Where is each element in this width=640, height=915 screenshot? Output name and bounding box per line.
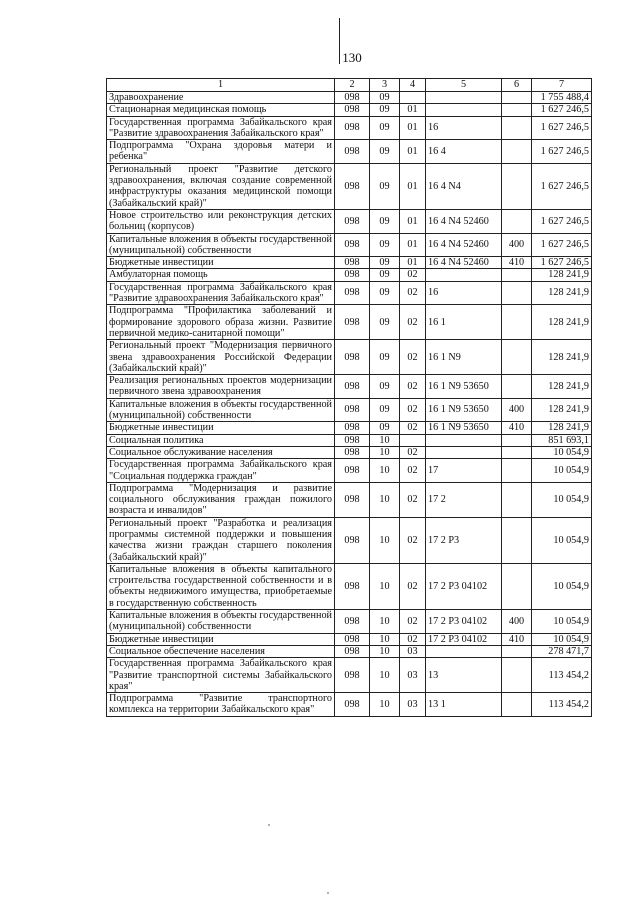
cell-target-article: 17 2 (426, 482, 502, 517)
cell-subsection: 02 (400, 340, 426, 375)
cell-subsection: 01 (400, 163, 426, 209)
table-row (107, 116, 592, 140)
cell-expense-type: 400 (502, 233, 532, 257)
cell-target-article: 16 4 N4 (426, 163, 502, 209)
cell-section: 10 (370, 563, 400, 609)
cell-expense-type (502, 459, 532, 483)
cell-expense-type (502, 375, 532, 399)
scan-speck (268, 824, 270, 826)
cell-section: 09 (370, 269, 400, 281)
cell-section: 09 (370, 305, 400, 340)
cell-section: 09 (370, 116, 400, 140)
cell-section: 10 (370, 446, 400, 458)
cell-target-article: 16 1 N9 (426, 340, 502, 375)
cell-amount: 1 627 246,5 (532, 257, 592, 269)
cell-expense-type (502, 645, 532, 657)
cell-section: 10 (370, 459, 400, 483)
table-row (107, 398, 592, 422)
cell-name: Подпрограмма "Модернизация и развитие социального обслуживания граждан пожилого возраста и инвалидов" (107, 482, 335, 517)
table-row (107, 446, 592, 458)
cell-expense-type (502, 658, 532, 693)
cell-name: Государственная программа Забайкальского края "Развитие здравоохранения Забайкальского края" (107, 116, 335, 140)
cell-name: Региональный проект "Разработка и реализация программы системной поддержки и повышения качества жизни граждан старшего поколения (Забайкальский край)" (107, 517, 335, 563)
table-row (107, 163, 592, 209)
scan-speck (327, 892, 329, 894)
cell-target-article: 16 4 (426, 140, 502, 164)
header-col-3: 3 (370, 79, 400, 92)
cell-expense-type: 410 (502, 422, 532, 434)
cell-section: 10 (370, 434, 400, 446)
cell-subsection: 02 (400, 269, 426, 281)
table-row (107, 658, 592, 693)
cell-name: Подпрограмма "Охрана здоровья матери и ребенка" (107, 140, 335, 164)
cell-ministry-code: 098 (335, 398, 370, 422)
cell-amount: 1 627 246,5 (532, 116, 592, 140)
cell-section: 09 (370, 92, 400, 104)
cell-subsection: 02 (400, 422, 426, 434)
cell-ministry-code: 098 (335, 104, 370, 116)
cell-ministry-code: 098 (335, 422, 370, 434)
cell-subsection (400, 434, 426, 446)
cell-ministry-code: 098 (335, 633, 370, 645)
cell-ministry-code: 098 (335, 517, 370, 563)
cell-name: Бюджетные инвестиции (107, 422, 335, 434)
cell-ministry-code: 098 (335, 658, 370, 693)
cell-subsection: 01 (400, 116, 426, 140)
cell-target-article: 16 4 N4 52460 (426, 233, 502, 257)
cell-expense-type: 410 (502, 257, 532, 269)
cell-ministry-code: 098 (335, 281, 370, 305)
cell-name: Региональный проект "Модернизация первичного звена здравоохранения Российской Федерации (Забайкальский край)" (107, 340, 335, 375)
cell-subsection: 02 (400, 610, 426, 634)
cell-amount: 1 627 246,5 (532, 163, 592, 209)
cell-amount: 128 241,9 (532, 422, 592, 434)
table-row (107, 434, 592, 446)
table-row (107, 140, 592, 164)
cell-name: Здравоохранение (107, 92, 335, 104)
table-row (107, 281, 592, 305)
cell-name: Социальное обслуживание населения (107, 446, 335, 458)
cell-subsection (400, 92, 426, 104)
cell-amount: 128 241,9 (532, 375, 592, 399)
cell-subsection: 02 (400, 482, 426, 517)
table-row (107, 257, 592, 269)
cell-section: 09 (370, 140, 400, 164)
cell-expense-type (502, 434, 532, 446)
cell-name: Социальная политика (107, 434, 335, 446)
cell-subsection: 03 (400, 645, 426, 657)
cell-ministry-code: 098 (335, 116, 370, 140)
cell-expense-type: 400 (502, 398, 532, 422)
cell-section: 09 (370, 375, 400, 399)
cell-target-article: 16 (426, 281, 502, 305)
cell-subsection: 01 (400, 257, 426, 269)
cell-target-article: 13 (426, 658, 502, 693)
cell-subsection: 02 (400, 633, 426, 645)
cell-ministry-code: 098 (335, 257, 370, 269)
cell-ministry-code: 098 (335, 375, 370, 399)
cell-section: 10 (370, 658, 400, 693)
cell-section: 09 (370, 257, 400, 269)
cell-name: Государственная программа Забайкальского края "Развитие транспортной системы Забайкальского края" (107, 658, 335, 693)
cell-amount: 10 054,9 (532, 459, 592, 483)
cell-target-article (426, 104, 502, 116)
cell-ministry-code: 098 (335, 163, 370, 209)
cell-ministry-code: 098 (335, 610, 370, 634)
cell-target-article: 17 2 P3 (426, 517, 502, 563)
cell-subsection: 01 (400, 233, 426, 257)
cell-target-article: 16 1 (426, 305, 502, 340)
cell-ministry-code: 098 (335, 482, 370, 517)
cell-subsection: 02 (400, 305, 426, 340)
cell-target-article (426, 434, 502, 446)
cell-expense-type (502, 305, 532, 340)
cell-section: 09 (370, 340, 400, 375)
cell-ministry-code: 098 (335, 209, 370, 233)
cell-target-article: 16 1 N9 53650 (426, 422, 502, 434)
cell-amount: 113 454,2 (532, 658, 592, 693)
cell-target-article (426, 645, 502, 657)
cell-name: Реализация региональных проектов модернизации первичного звена здравоохранения (107, 375, 335, 399)
cell-name: Капитальные вложения в объекты капитального строительства государственной собственности и в объекты недвижимого имущества, приобретаемые в государственную собственность (107, 563, 335, 609)
cell-expense-type (502, 163, 532, 209)
cell-name: Государственная программа Забайкальского края "Социальная поддержка граждан" (107, 459, 335, 483)
cell-subsection: 03 (400, 658, 426, 693)
cell-expense-type (502, 92, 532, 104)
cell-target-article: 17 2 P3 04102 (426, 563, 502, 609)
table-row (107, 104, 592, 116)
cell-name: Региональный проект "Развитие детского здравоохранения, включая создание современной инфраструктуры оказания медицинской помощи (Забайкальский край)" (107, 163, 335, 209)
page-number: 130 (342, 50, 362, 65)
table-row (107, 375, 592, 399)
cell-section: 10 (370, 645, 400, 657)
cell-target-article: 13 1 (426, 693, 502, 717)
cell-subsection: 02 (400, 281, 426, 305)
table-row (107, 340, 592, 375)
cell-section: 09 (370, 163, 400, 209)
header-row (107, 79, 592, 92)
cell-ministry-code: 098 (335, 446, 370, 458)
cell-name: Государственная программа Забайкальского края "Развитие здравоохранения Забайкальского края" (107, 281, 335, 305)
cell-amount: 1 627 246,5 (532, 140, 592, 164)
cell-target-article: 17 (426, 459, 502, 483)
cell-section: 10 (370, 693, 400, 717)
header-col-1: 1 (107, 79, 335, 92)
cell-name: Бюджетные инвестиции (107, 257, 335, 269)
cell-name: Новое строительство или реконструкция детских больниц (корпусов) (107, 209, 335, 233)
table-row (107, 693, 592, 717)
cell-expense-type (502, 269, 532, 281)
cell-target-article: 16 (426, 116, 502, 140)
cell-target-article: 16 4 N4 52460 (426, 257, 502, 269)
table-row (107, 645, 592, 657)
cell-name: Капитальные вложения в объекты государственной (муниципальной) собственности (107, 610, 335, 634)
table-row (107, 269, 592, 281)
table-row (107, 459, 592, 483)
table-row (107, 517, 592, 563)
cell-expense-type (502, 563, 532, 609)
cell-name: Амбулаторная помощь (107, 269, 335, 281)
cell-section: 10 (370, 482, 400, 517)
cell-amount: 851 693,1 (532, 434, 592, 446)
cell-ministry-code: 098 (335, 305, 370, 340)
cell-amount: 10 054,9 (532, 446, 592, 458)
cell-subsection: 03 (400, 693, 426, 717)
cell-amount: 10 054,9 (532, 610, 592, 634)
cell-amount: 128 241,9 (532, 398, 592, 422)
cell-name: Стационарная медицинская помощь (107, 104, 335, 116)
cell-amount: 1 627 246,5 (532, 209, 592, 233)
cell-expense-type (502, 693, 532, 717)
cell-subsection: 02 (400, 517, 426, 563)
cell-name: Подпрограмма "Развитие транспортного комплекса на территории Забайкальского края" (107, 693, 335, 717)
cell-target-article: 17 2 P3 04102 (426, 633, 502, 645)
cell-amount: 113 454,2 (532, 693, 592, 717)
cell-amount: 128 241,9 (532, 305, 592, 340)
cell-expense-type (502, 482, 532, 517)
cell-subsection: 01 (400, 104, 426, 116)
cell-expense-type (502, 104, 532, 116)
cell-ministry-code: 098 (335, 140, 370, 164)
cell-subsection: 01 (400, 209, 426, 233)
table-row (107, 92, 592, 104)
cell-expense-type (502, 517, 532, 563)
cell-section: 09 (370, 281, 400, 305)
cell-amount: 10 054,9 (532, 633, 592, 645)
cell-amount: 10 054,9 (532, 482, 592, 517)
cell-target-article: 17 2 P3 04102 (426, 610, 502, 634)
table-row (107, 305, 592, 340)
cell-name: Социальное обеспечение населения (107, 645, 335, 657)
table-row (107, 422, 592, 434)
cell-amount: 1 627 246,5 (532, 233, 592, 257)
cell-expense-type (502, 446, 532, 458)
cell-target-article: 16 1 N9 53650 (426, 398, 502, 422)
cell-ministry-code: 098 (335, 92, 370, 104)
cell-expense-type (502, 209, 532, 233)
cell-expense-type: 410 (502, 633, 532, 645)
cell-expense-type (502, 116, 532, 140)
table-row (107, 633, 592, 645)
cell-name: Бюджетные инвестиции (107, 633, 335, 645)
budget-table (106, 78, 592, 717)
header-col-4: 4 (400, 79, 426, 92)
cell-ministry-code: 098 (335, 269, 370, 281)
cell-subsection: 02 (400, 563, 426, 609)
cell-name: Капитальные вложения в объекты государственной (муниципальной) собственности (107, 398, 335, 422)
cell-section: 10 (370, 517, 400, 563)
cell-section: 10 (370, 610, 400, 634)
header-col-6: 6 (502, 79, 532, 92)
table-row (107, 610, 592, 634)
cell-amount: 10 054,9 (532, 563, 592, 609)
cell-section: 09 (370, 233, 400, 257)
cell-target-article (426, 446, 502, 458)
cell-ministry-code: 098 (335, 459, 370, 483)
cell-name: Подпрограмма "Профилактика заболеваний и формирование здорового образа жизни. Развитие первичной медико-санитарной помощи" (107, 305, 335, 340)
cell-subsection: 02 (400, 459, 426, 483)
table-row (107, 209, 592, 233)
cell-ministry-code: 098 (335, 340, 370, 375)
cell-amount: 128 241,9 (532, 340, 592, 375)
header-col-2: 2 (335, 79, 370, 92)
cell-amount: 128 241,9 (532, 269, 592, 281)
cell-section: 10 (370, 633, 400, 645)
cell-ministry-code: 098 (335, 563, 370, 609)
cell-ministry-code: 098 (335, 693, 370, 717)
cell-expense-type (502, 340, 532, 375)
table-row (107, 233, 592, 257)
cell-ministry-code: 098 (335, 233, 370, 257)
cell-target-article: 16 4 N4 52460 (426, 209, 502, 233)
cell-target-article: 16 1 N9 53650 (426, 375, 502, 399)
cell-ministry-code: 098 (335, 434, 370, 446)
cell-section: 09 (370, 209, 400, 233)
cell-expense-type (502, 281, 532, 305)
cell-amount: 128 241,9 (532, 281, 592, 305)
cell-expense-type: 400 (502, 610, 532, 634)
cell-amount: 10 054,9 (532, 517, 592, 563)
cell-subsection: 02 (400, 375, 426, 399)
cell-target-article (426, 269, 502, 281)
cell-subsection: 02 (400, 398, 426, 422)
header-col-7: 7 (532, 79, 592, 92)
header-col-5: 5 (426, 79, 502, 92)
table-row (107, 482, 592, 517)
cell-section: 09 (370, 104, 400, 116)
cell-subsection: 02 (400, 446, 426, 458)
cell-target-article (426, 92, 502, 104)
cell-ministry-code: 098 (335, 645, 370, 657)
cell-section: 09 (370, 422, 400, 434)
cell-subsection: 01 (400, 140, 426, 164)
table-row (107, 563, 592, 609)
cell-amount: 1 755 488,4 (532, 92, 592, 104)
cell-section: 09 (370, 398, 400, 422)
cell-amount: 1 627 246,5 (532, 104, 592, 116)
cell-expense-type (502, 140, 532, 164)
cell-amount: 278 471,7 (532, 645, 592, 657)
cell-name: Капитальные вложения в объекты государственной (муниципальной) собственности (107, 233, 335, 257)
